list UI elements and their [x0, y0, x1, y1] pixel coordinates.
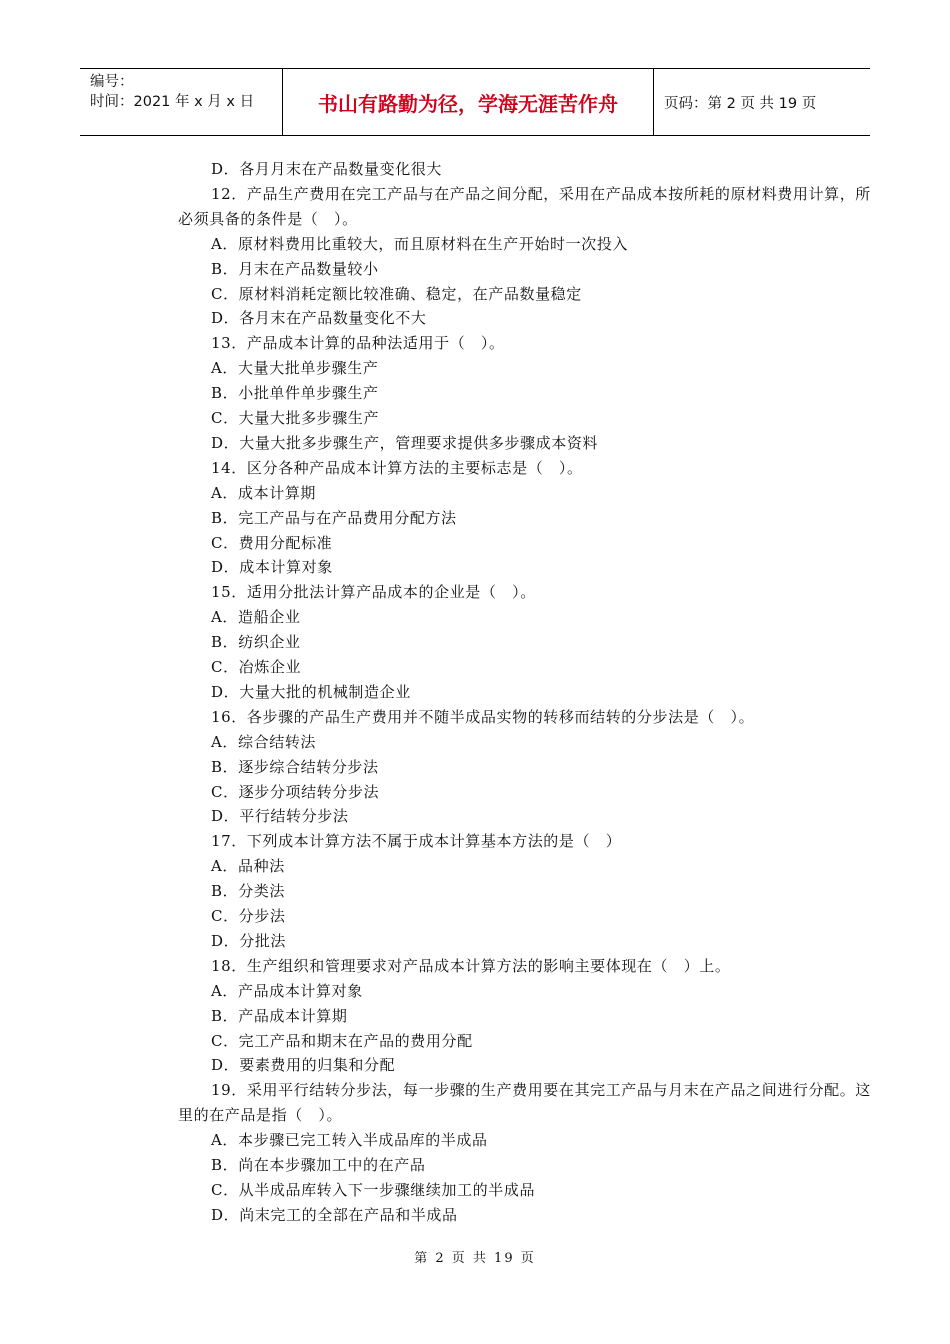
text-line: A．产品成本计算对象 — [211, 981, 363, 1000]
header-meta — [80, 69, 282, 135]
text-line: A．大量大批单步骤生产 — [211, 359, 379, 378]
header-motto: 书山有路勤为径，学海无涯苦作舟 — [282, 69, 654, 135]
text-line: B．分类法 — [211, 882, 286, 901]
text-line: D．大量大批的机械制造企业 — [211, 682, 411, 701]
text-line: A．本步骤已完工转入半成品库的半成品 — [211, 1131, 488, 1150]
text-line: A．成本计算期 — [211, 483, 317, 502]
text-line: 里的在产品是指（ ）。 — [178, 1106, 343, 1125]
text-line: C．大量大批多步骤生产 — [211, 409, 380, 427]
text-line: D．各月末在产品数量变化不大 — [211, 309, 427, 328]
text-line: A．造船企业 — [211, 608, 301, 627]
text-line: B．尚在本步骤加工中的在产品 — [211, 1156, 426, 1174]
text-line: D．大量大批多步骤生产，管理要求提供多步骤成本资料 — [211, 433, 599, 452]
text-line: D．各月月末在产品数量变化很大 — [211, 160, 443, 178]
text-line: B．小批单件单步骤生产 — [211, 384, 379, 403]
text-line: B．产品成本计算期 — [211, 1006, 348, 1025]
text-line: C．原材料消耗定额比较准确、稳定，在产品数量稳定 — [211, 284, 582, 303]
text-line: A．综合结转法 — [211, 732, 317, 751]
text-line: 16．各步骤的产品生产费用并不随半成品实物的转移而结转的分步法是（ ）。 — [211, 707, 755, 726]
document-number-label: 编号： — [90, 74, 134, 90]
text-line: A．品种法 — [211, 857, 285, 876]
text-line: 必须具备的条件是（ ）。 — [178, 209, 358, 228]
text-line: 18．生产组织和管理要求对产品成本计算方法的影响主要体现在（ ）上。 — [211, 956, 731, 975]
text-line: 14．区分各种产品成本计算方法的主要标志是（ ）。 — [211, 458, 583, 477]
text-line: B．逐步综合结转分步法 — [211, 757, 379, 776]
text-line: C．费用分配标准 — [211, 533, 333, 552]
text-line: C．分步法 — [211, 907, 286, 925]
text-line: A．原材料费用比重较大，而且原材料在生产开始时一次投入 — [211, 234, 629, 253]
text-line: B．纺织企业 — [211, 633, 301, 652]
text-line: 13．产品成本计算的品种法适用于（ ）。 — [211, 334, 505, 353]
text-line: C．冶炼企业 — [211, 658, 302, 676]
text-line: C．逐步分项结转分步法 — [211, 782, 380, 801]
page-header — [80, 68, 870, 136]
text-line: D．分批法 — [211, 931, 287, 950]
text-line: 15．适用分批法计算产品成本的企业是（ ）。 — [211, 583, 536, 602]
text-line: D．平行结转分步法 — [211, 807, 349, 826]
text-line: B．月末在产品数量较小 — [211, 259, 379, 278]
text-line: C．从半成品库转入下一步骤继续加工的半成品 — [211, 1180, 536, 1199]
text-line: 19．采用平行结转分步法，每一步骤的生产费用要在其完工产品与月末在产品之间进行分配。这 — [211, 1081, 871, 1100]
header-page-indicator: 页码：第 2 页 共 19 页 — [664, 95, 817, 112]
text-line: D．要素费用的归集和分配 — [211, 1056, 396, 1075]
text-line: B．完工产品与在产品费用分配方法 — [211, 508, 457, 527]
text-line: 12．产品生产费用在完工产品与在产品之间分配，采用在产品成本按所耗的原材料费用计算，所 — [211, 184, 871, 203]
page-footer: 第 2 页 共 19 页 — [414, 1251, 536, 1266]
text-line: D．尚末完工的全部在产品和半成品 — [211, 1205, 458, 1224]
document-date-label: 时间：2021 年 x 月 x 日 — [90, 94, 255, 110]
text-line: D．成本计算对象 — [211, 558, 333, 577]
text-line: C．完工产品和期末在产品的费用分配 — [211, 1031, 473, 1050]
text-line: 17．下列成本计算方法不属于成本计算基本方法的是（ ） — [211, 832, 622, 851]
